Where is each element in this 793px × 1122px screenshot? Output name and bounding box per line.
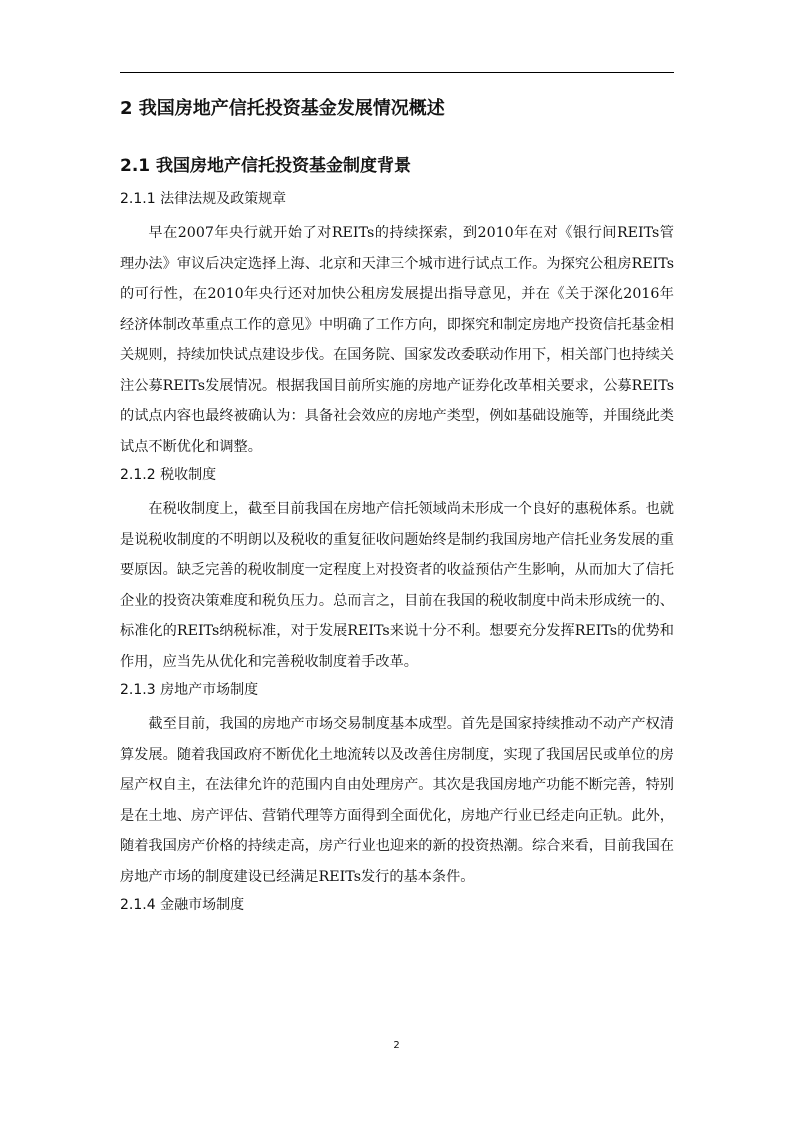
subsection-paragraph: 在税收制度上，截至目前我国在房地产信托领域尚未形成一个良好的惠税体系。也就是说税收制度的不明朗以及税收的重复征收问题始终是制约我国房地产信托业务发展的重要原因。缺乏完善的税收制度一定程度上对投资者的收益预估产生影响，从而加大了信托企业的投资决策难度和税负压力。总而言之，目前在我国的税收制度中尚未形成统一的、标准化的REITs纳税标准，对于发展REITs来说十分不利。想要充分发挥REITs的优势和作用，应当先从优化和完善税收制度着手改革。 [120, 501, 674, 670]
page-number: 2 [393, 1040, 400, 1051]
subsection-heading: 2.1.1 法律法规及政策规章 [120, 191, 287, 207]
header-rule [120, 72, 674, 73]
subsection-heading: 2.1.2 税收制度 [120, 467, 217, 483]
subsection-paragraph: 截至目前，我国的房地产市场交易制度基本成型。首先是国家持续推动不动产产权清算发展。随着我国政府不断优化土地流转以及改善住房制度，实现了我国居民或单位的房屋产权自主，在法律允许的范围内自由处理房产。其次是我国房地产功能不断完善，特别是在土地、房产评估、营销代理等方面得到全面优化，房地产行业已经走向正轨。此外，随着我国房产价格的持续走高，房产行业也迎来的新的投资热潮。综合来看，目前我国在房地产市场的制度建设已经满足REITs发行的基本条件。 [120, 716, 674, 885]
chapter-title: 2 我国房地产信托投资基金发展情况概述 [120, 98, 445, 119]
subsection-paragraph: 早在2007年央行就开始了对REITs的持续探索，到2010年在对《银行间REITs管理办法》审议后决定选择上海、北京和天津三个城市进行试点工作。为探究公租房REITs的可行性，在2010年央行还对加快公租房发展提出指导意见，并在《关于深化2016年经济体制改革重点工作的意见》中明确了工作方向，即探究和制定房地产投资信托基金相关规则，持续加快试点建设步伐。在国务院、国家发改委联动作用下，相关部门也持续关注公募REITs发展情况。根据我国目前所实施的房地产证券化改革相关要求，公募REITs的试点内容也最终被确认为：具备社会效应的房地产类型，例如基础设施等，并围绕此类试点不断优化和调整。 [120, 225, 674, 455]
section-title: 2.1 我国房地产信托投资基金制度背景 [120, 156, 412, 176]
subsection-heading: 2.1.3 房地产市场制度 [120, 682, 259, 698]
subsection-heading: 2.1.4 金融市场制度 [120, 897, 245, 913]
document-body [120, 90, 674, 924]
